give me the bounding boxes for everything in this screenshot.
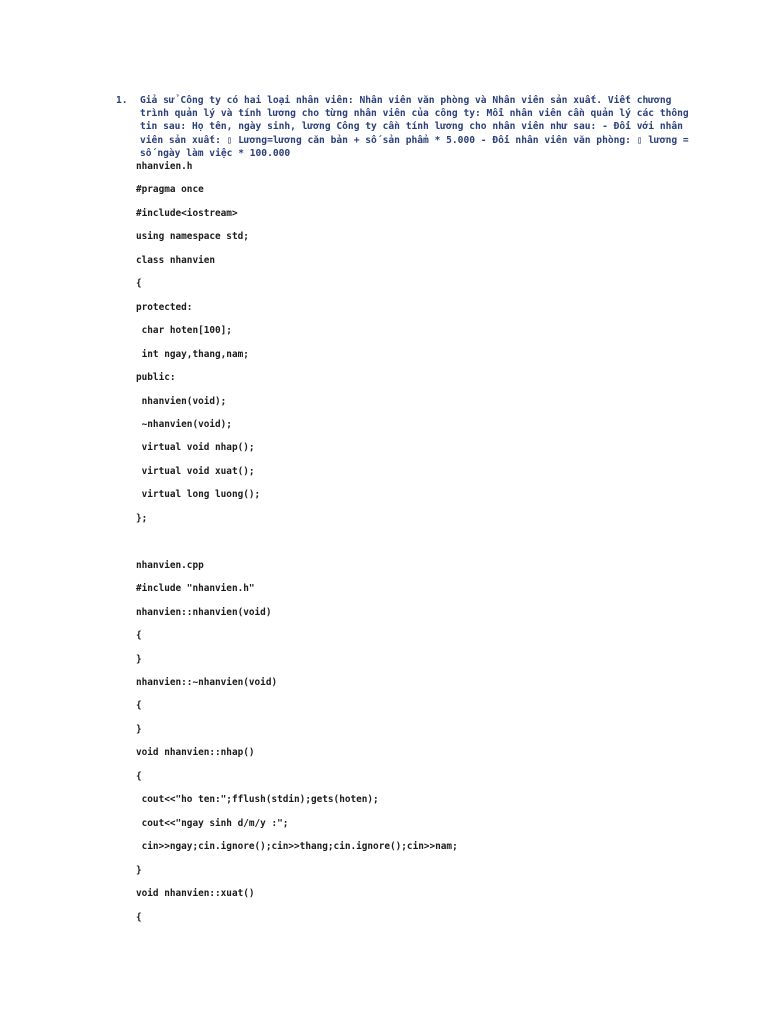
- code-line: nhanvien::~nhanvien(void): [136, 677, 278, 688]
- exercise-question: [116, 94, 689, 160]
- code-line: virtual void nhap();: [136, 442, 255, 453]
- question-text: [140, 94, 689, 160]
- code-line: }: [136, 724, 142, 735]
- question-number: 1.: [116, 95, 128, 106]
- code-line: virtual void xuat();: [136, 466, 255, 477]
- code-line: {: [136, 700, 142, 711]
- code-line: #pragma once: [136, 184, 204, 195]
- code-line: cout<<"ngay sinh d/m/y :";: [136, 818, 289, 829]
- code-line: cin>>ngay;cin.ignore();cin>>thang;cin.ignore();cin>>nam;: [136, 841, 458, 852]
- code-line: {: [136, 278, 142, 289]
- code-line: void nhanvien::xuat(): [136, 888, 255, 899]
- question-line: số ngày làm việc * 100.000: [140, 147, 291, 159]
- code-line: int ngay,thang,nam;: [136, 349, 249, 360]
- code-line: using namespace std;: [136, 231, 249, 242]
- code-line: cout<<"ho ten:";fflush(stdin);gets(hoten);: [136, 794, 379, 805]
- question-line: trình quản lý và tính lương cho từng nhân viên của công ty: Mỗi nhân viên cần quản lý các thông: [140, 108, 689, 120]
- code-line: nhanvien::nhanvien(void): [136, 607, 272, 618]
- code-line-filename-header: nhanvien.h: [136, 161, 193, 172]
- code-line: protected:: [136, 302, 193, 313]
- code-line: #include "nhanvien.h": [136, 583, 255, 594]
- code-line: class nhanvien: [136, 255, 216, 266]
- code-line: nhanvien(void);: [136, 396, 227, 407]
- code-line: public:: [136, 372, 176, 383]
- question-line: viên sản xuất: ▯ Lương=lương căn bản + số sản phẩm * 5.000 - Đối nhân viên văn phòng: ▯ lương =: [140, 134, 689, 146]
- code-line: #include<iostream>: [136, 208, 238, 219]
- code-line: }: [136, 654, 142, 665]
- code-line: ~nhanvien(void);: [136, 419, 232, 430]
- code-line-filename-source: nhanvien.cpp: [136, 560, 204, 571]
- code-line: char hoten[100];: [136, 325, 232, 336]
- code-line: void nhanvien::nhap(): [136, 747, 255, 758]
- question-line: tin sau: Họ tên, ngày sinh, lương Công ty cần tính lương cho nhân viên như sau: - Đối với nhân: [140, 121, 683, 133]
- code-line: {: [136, 771, 142, 782]
- code-line: }: [136, 865, 142, 876]
- code-line: {: [136, 630, 142, 641]
- code-line: {: [136, 912, 142, 923]
- code-line: };: [136, 513, 148, 524]
- question-line: Giả sử Công ty có hai loại nhân viên: Nhân viên văn phòng và Nhân viên sản xuất. Viết chương: [140, 95, 672, 106]
- code-line: virtual long luong();: [136, 489, 261, 500]
